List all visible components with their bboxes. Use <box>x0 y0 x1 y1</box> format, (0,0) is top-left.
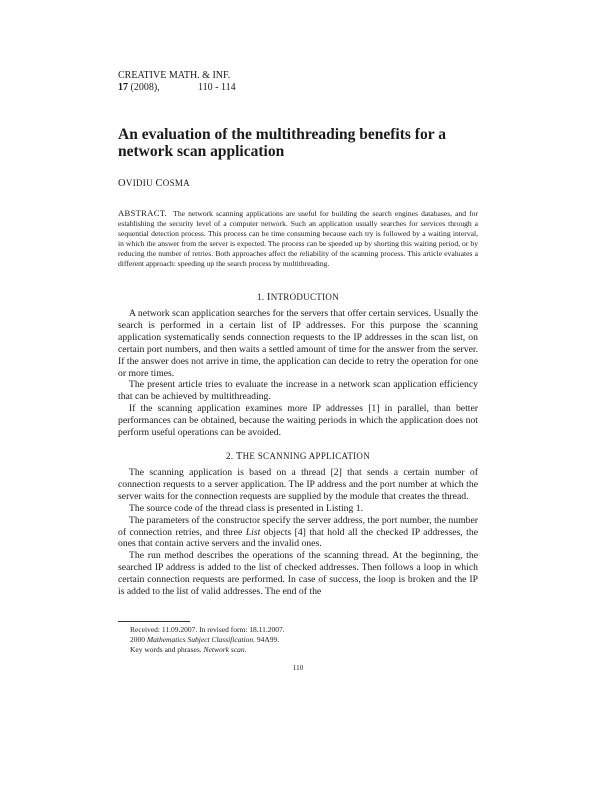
journal-volume: 17 <box>118 82 128 93</box>
section-number: 1. <box>256 292 265 302</box>
abstract-label-initial: A <box>118 208 125 218</box>
paragraph: The source code of the thread class is presented in Listing 1. <box>129 502 364 514</box>
paragraph: A network scan application searches for the servers that offer certain services. Usually the search is performed in a certain list of IP addresses. For this purpose the scanning application systematically sends connection requests to the IP addresses in the scan list, on certain port numbers, and then waits a settled amount of time for the answer from the server. If the answer does not arrive in time, the application can decide to retry the operation for one or more times. <box>118 308 478 379</box>
journal-header <box>118 70 236 94</box>
journal-year: (2008), <box>128 82 160 93</box>
footnotes <box>130 625 285 655</box>
keywords-label: Key words and phrases. <box>130 645 202 654</box>
author-first-initial: O <box>118 178 126 189</box>
author-first-rest: VIDIU <box>125 178 153 188</box>
section-heading-scanning-application <box>118 451 478 462</box>
section-title-initial: T <box>235 451 243 462</box>
section-title-rest: NTRODUCTION <box>270 292 339 302</box>
list-class-word: List <box>245 526 261 538</box>
paragraph: The scanning application is based on a thread [2] that sends a certain number of connection requests to a server application. The IP address and the port number at which the server waits for the connection requests are supplied by the module that creates the thread. <box>118 467 478 502</box>
footnote-keywords <box>130 645 285 655</box>
paragraph: The run method describes the operations of the scanning thread. At the beginning, the searched IP address is added to the list of checked addresses. Then follows a loop in which certain connection requests are performed. In case of success, the loop is broken and the IP is added to the list of valid addresses. The end of the <box>118 550 478 598</box>
section-title-rest: HE SCANNING APPLICATION <box>242 451 371 461</box>
scanning-application-body <box>118 467 478 598</box>
author-last-initial: C <box>155 178 163 189</box>
journal-name: CREATIVE MATH. & INF. <box>118 70 231 81</box>
msc-value: 94A99. <box>255 635 280 644</box>
abstract <box>118 208 478 269</box>
footnote-msc <box>130 635 285 645</box>
author-last-rest: OSMA <box>162 178 190 188</box>
page-number: 110 <box>292 664 304 672</box>
abstract-label-rest: BSTRACT. <box>124 208 168 218</box>
paragraph: The present article tries to evaluate the increase in a network scan application efficiency that can be achieved by multithreading. <box>118 379 478 403</box>
abstract-label <box>118 208 167 218</box>
introduction-body <box>118 308 478 439</box>
msc-year: 2000 <box>130 635 147 644</box>
paper-title: An evaluation of the multithreading benefits for a network scan application <box>118 126 446 160</box>
abstract-text: The network scanning applications are useful for building the search engines databases, and for establishing the security level of a computer network. Such an application usually searches for services through a sequential detection process. This process can be time consuming because each try is followed by a waiting interval, in which the answer from the server is expected. The process can be speeded up by shorting this waiting period, or by reducing the number of retries. Both approaches affect the reliability of the scanning process. This article evaluates a different approach: speeding up the search process by multithreading. <box>118 209 479 268</box>
section-title-initial: I <box>266 292 271 303</box>
footnote-rule <box>118 621 190 622</box>
section-heading-introduction <box>118 292 478 303</box>
journal-pages: 110 - 114 <box>198 82 236 93</box>
paragraph-with-italic: The parameters of the constructor specify the server address, the port number, the number of connection retries, and three List objects [4] that hold all the checked IP addresses, the ones that contain active servers and the invalid ones. <box>118 514 479 550</box>
section-number: 2. <box>225 451 234 461</box>
keywords-value: Network scan. <box>201 645 247 654</box>
author-name <box>118 178 190 189</box>
paragraph: If the scanning application examines more IP addresses [1] in parallel, than better performances can be obtained, because the waiting periods in which the application does not perform useful operations can be avoided. <box>118 403 478 439</box>
footnote-received: Received: 11.09.2007. In revised form: 18.11.2007. <box>130 625 285 634</box>
msc-label: Mathematics Subject Classification. <box>146 635 255 644</box>
